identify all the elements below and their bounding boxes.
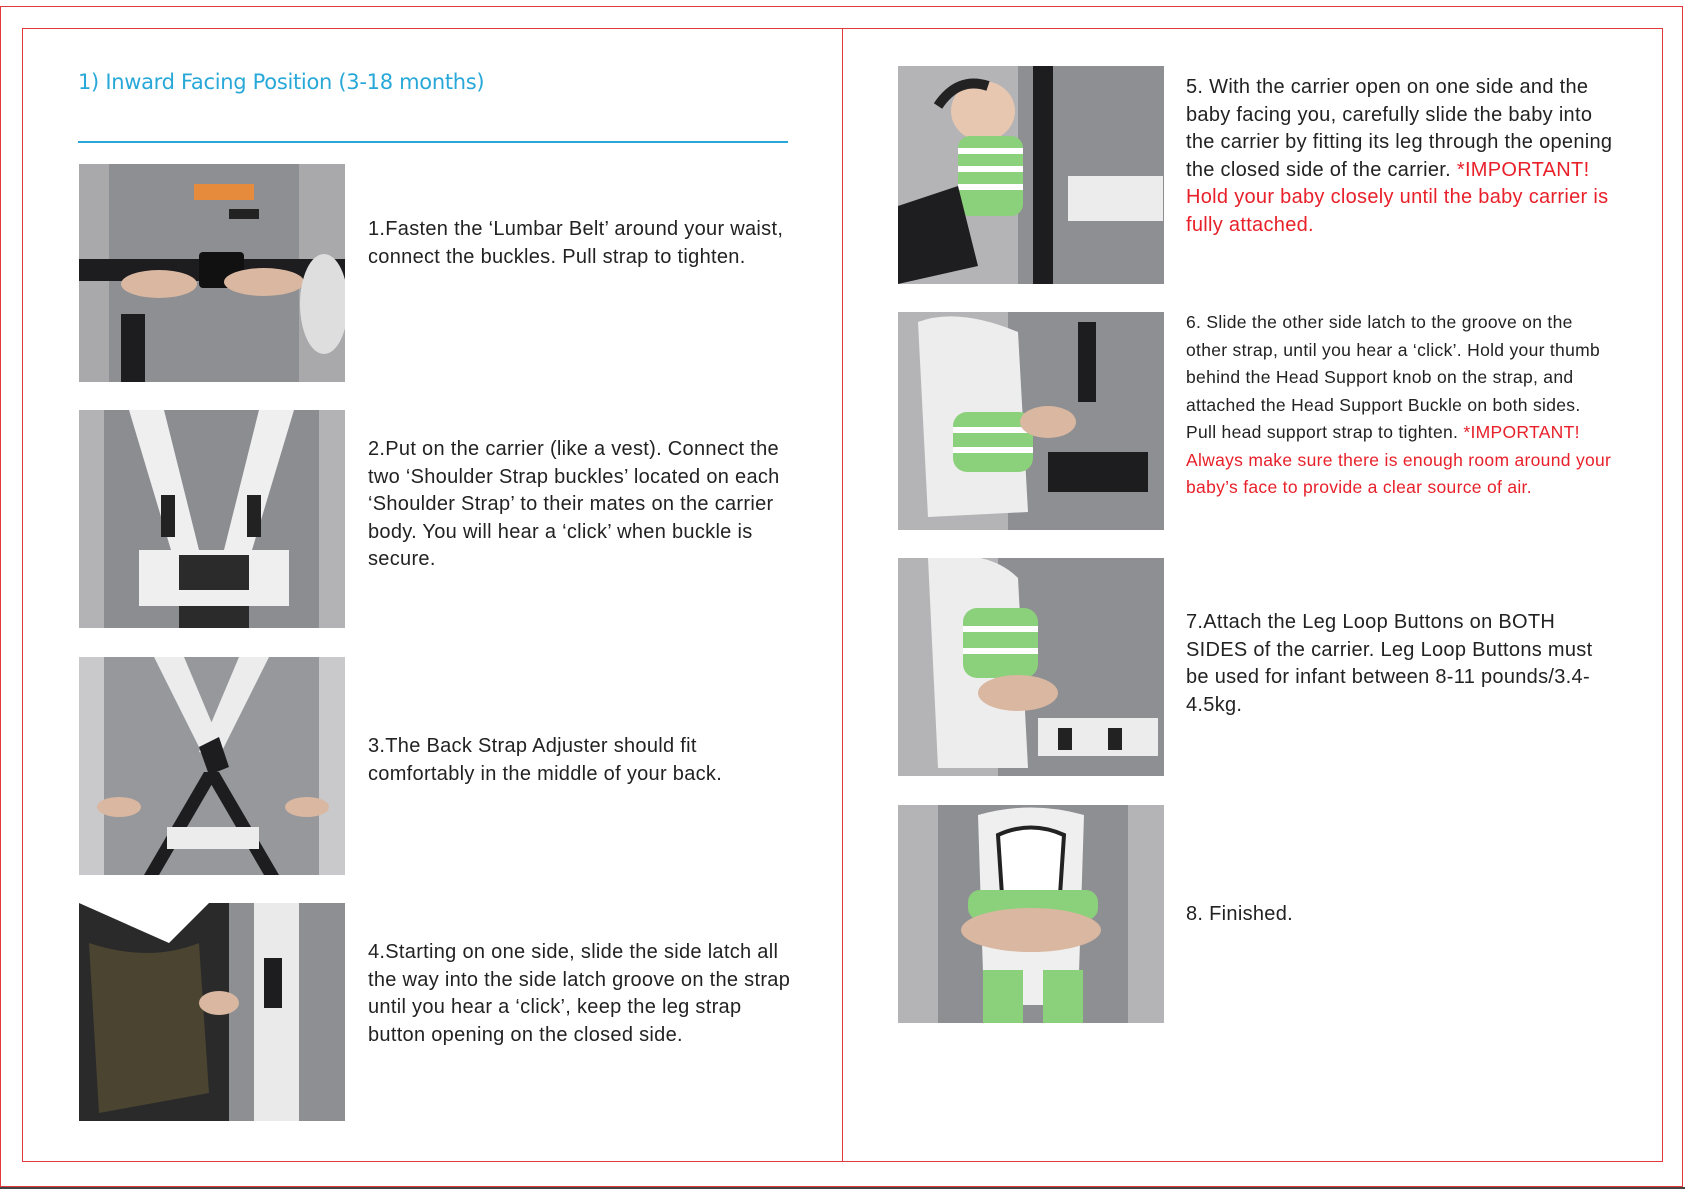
step-5-warning: *IMPORTANT! Hold your baby closely until the baby carrier is fully attached.	[1186, 158, 1609, 236]
step-6-text	[1186, 309, 1616, 502]
step-4-photo	[79, 903, 345, 1121]
step-8-photo	[898, 805, 1164, 1023]
step-3-text	[368, 733, 788, 788]
step-2-instruction: 2.Put on the carrier (like a vest). Connect the two ‘Shoulder Strap buckles’ located on each ‘Shoulder Strap’ to their mates on the carrier body. You will hear a ‘click’ when buckle is secure.	[368, 438, 780, 570]
step-7-photo	[898, 558, 1164, 776]
section-title: 1) Inward Facing Position (3-18 months)	[78, 70, 485, 94]
step-8-text	[1186, 901, 1616, 929]
step-8-instruction: 8. Finished.	[1186, 903, 1293, 925]
step-5-photo	[898, 66, 1164, 284]
step-2-photo	[79, 410, 345, 628]
page-bottom-edge	[0, 1187, 1685, 1189]
step-1-text	[368, 216, 788, 271]
step-6-photo	[898, 312, 1164, 530]
step-2-text	[368, 436, 798, 574]
step-1-photo	[79, 164, 345, 382]
page-center-divider	[842, 28, 843, 1162]
step-5-instruction: 5. With the carrier open on one side and the baby facing you, carefully slide the baby into the carrier by fitting its leg through the opening the closed side of the carrier.	[1186, 76, 1613, 181]
step-7-text	[1186, 609, 1616, 719]
step-3-photo	[79, 657, 345, 875]
step-4-instruction: 4.Starting on one side, slide the side latch all the way into the side latch groove on the strap until you hear a ‘click’, keep the leg strap button opening on the closed side.	[368, 941, 791, 1046]
step-6-instruction: 6. Slide the other side latch to the groove on the other strap, until you hear a ‘click’. Hold your thumb behind the Head Support knob on the strap, and attached the Head Support Buckle on both sides. Pull head support strap to tighten.	[1186, 312, 1601, 442]
step-5-text	[1186, 74, 1616, 239]
step-6-warning: *IMPORTANT! Always make sure there is enough room around your baby’s face to provide a clear source of air.	[1186, 422, 1612, 497]
title-underline	[78, 141, 788, 143]
step-3-instruction: 3.The Back Strap Adjuster should fit comfortably in the middle of your back.	[368, 735, 723, 785]
step-4-text	[368, 939, 798, 1049]
step-1-instruction: 1.Fasten the ‘Lumbar Belt’ around your waist, connect the buckles. Pull strap to tighten.	[368, 218, 784, 268]
step-7-instruction: 7.Attach the Leg Loop Buttons on BOTH SIDES of the carrier. Leg Loop Buttons must be used for infant between 8-11 pounds/3.4-4.5kg.	[1186, 611, 1593, 716]
